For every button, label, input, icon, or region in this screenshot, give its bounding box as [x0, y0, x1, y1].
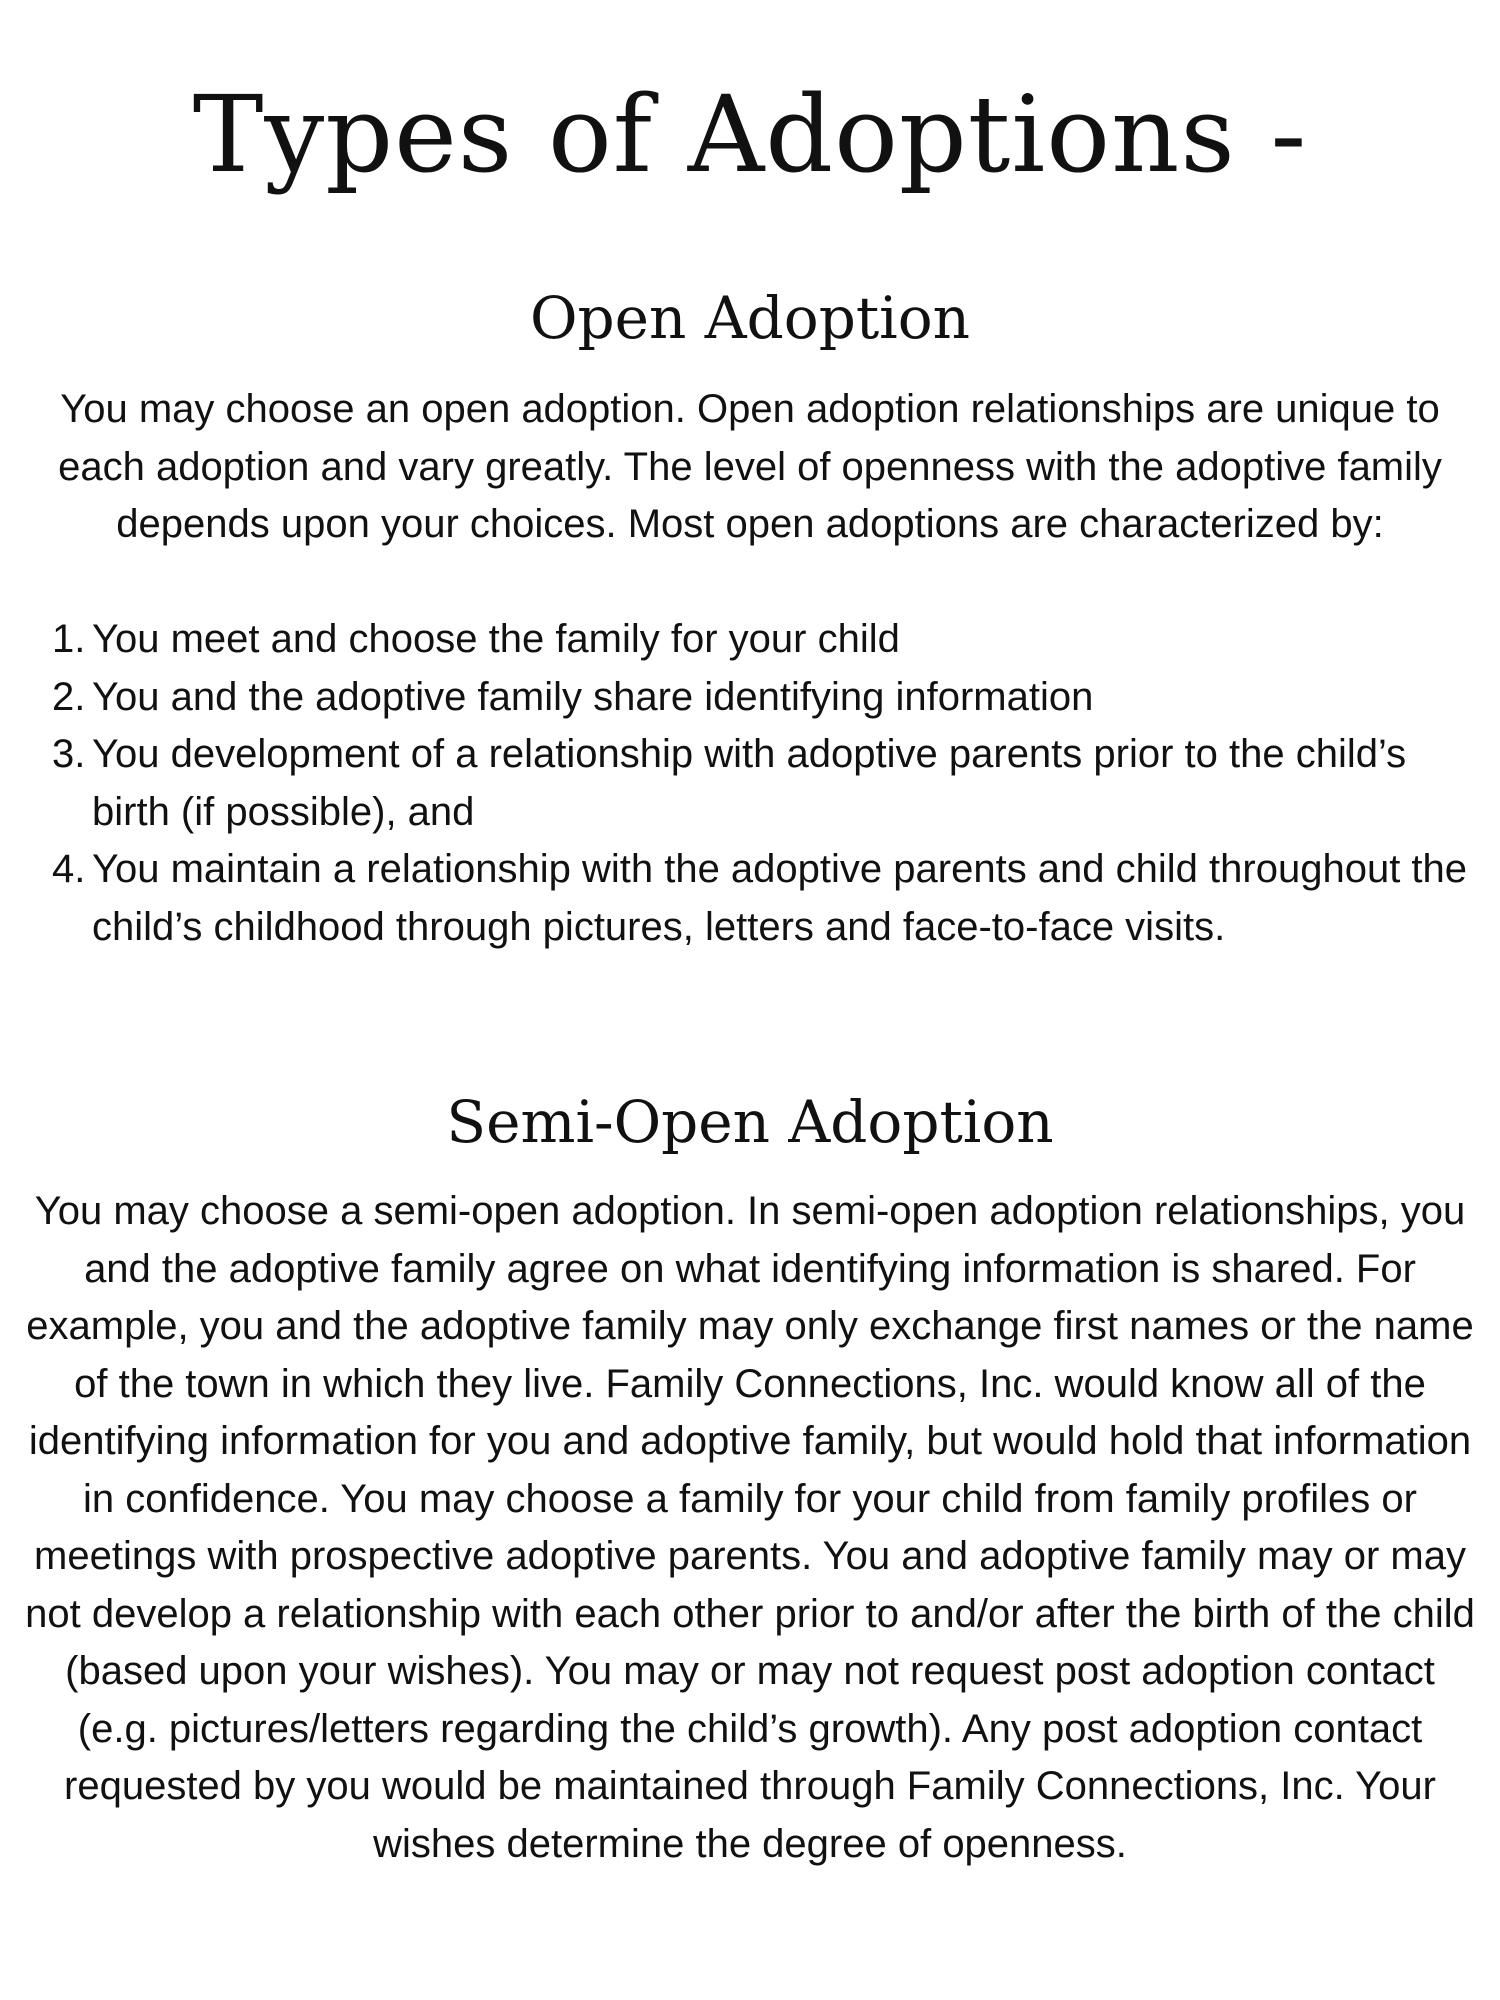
list-item-number: 4. — [52, 847, 86, 891]
list-item — [52, 841, 1472, 956]
page-title: Types of Adoptions - — [192, 73, 1308, 196]
open-adoption-intro: You may choose an open adoption. Open adoption relationships are unique to each adoption and vary greatly. The level of openness with the adoptive family depends upon your choices. Most open adoptions are characterized by: — [58, 387, 1442, 546]
open-adoption-heading: Open Adoption — [530, 284, 970, 352]
list-item — [52, 611, 1472, 669]
list-item-text: You and the adoptive family share identifying information — [92, 674, 1094, 719]
list-item — [52, 726, 1472, 841]
open-adoption-list — [52, 611, 1472, 956]
list-item-text: You meet and choose the family for your child — [92, 617, 900, 661]
list-item-number: 3. — [52, 732, 86, 776]
list-item-text: You maintain a relationship with the adoptive parents and child throughout the child’s childhood through pictures, letters and face-to-face visits. — [92, 847, 1468, 949]
list-item-text: You development of a relationship with adoptive parents prior to the child’s birth (if possible), and — [92, 732, 1407, 834]
list-item-number: 2. — [52, 674, 86, 719]
semi-open-adoption-heading: Semi-Open Adoption — [446, 1088, 1054, 1156]
list-item-number: 1. — [52, 617, 86, 661]
list-item — [52, 669, 1472, 727]
semi-open-adoption-body: You may choose a semi-open adoption. In semi-open adoption relationships, you and the adoptive family agree on what identifying information is shared. For example, you and the adoptive family may only exchange first names or the name of the town in which they live. Family Connections, Inc. would know all of the identifying information for you and adoptive family, but would hold that information in confidence. You may choose a family for your child from family profiles or meetings with prospective adoptive parents. You and adoptive family may or may not develop a relationship with each other prior to and/or after the birth of the child (based upon your wishes). You may or may not request post adoption contact (e.g. pictures/letters regarding the child’s growth). Any post adoption contact requested by you would be maintained through Family Connections, Inc. Your wishes determine the degree of openness. — [25, 1189, 1475, 1866]
